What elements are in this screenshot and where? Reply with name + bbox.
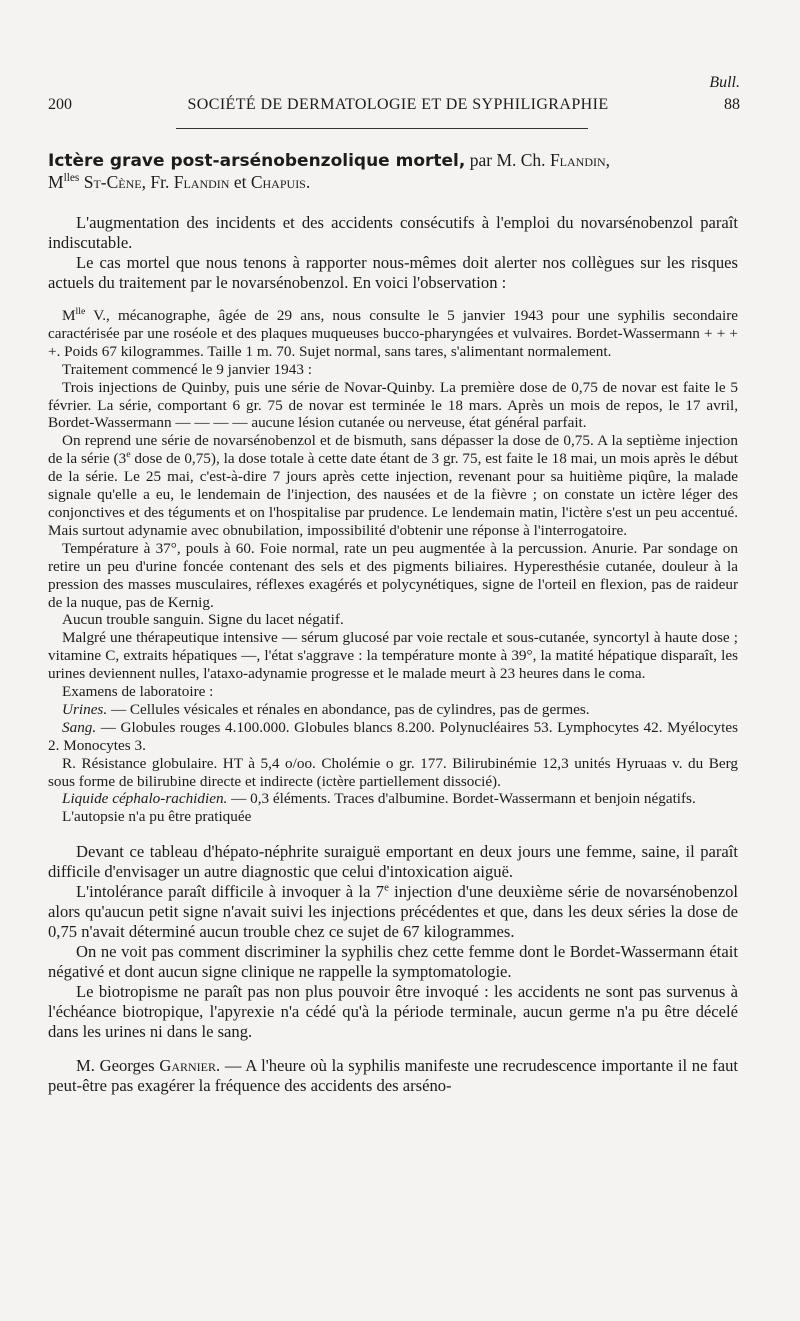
autopsy-note: L'autopsie n'a pu être pratiquée	[62, 808, 252, 826]
byline-et: et	[233, 172, 247, 192]
running-title: SOCIÉTÉ DE DERMATOLOGIE ET DE SYPHILIGRAPHIE	[187, 96, 609, 113]
lab-resistance: R. Résistance globulaire. HT à 5,4 o/oo. Cholémie o gr. 177. Bilirubinémie 12,3 unités Hyruaas v. du Berg sous forme de bilirubine directe et indirecte (ictère partiellement dissocié).	[48, 754, 738, 790]
observation-paragraph: $M^{lle}$ V., mécanographe, âgée de 29 ans, nous consulte le 5 janvier 1943 pour une syphilis secondaire caractérisée par une roséole et des plaques muqueuses bucco-pharyngées et vulvaires. Bordet-Wassermann + + + +. Poids 67 kilogrammes. Taille 1 m. 70. Sujet normal, sans tares, s'alimentant normalement.	[48, 305, 738, 360]
intro-paragraph: L'augmentation des incidents et des accidents consécutifs à l'emploi du novarsénobenzol paraît indiscutable.	[48, 213, 738, 252]
observation-paragraph: Traitement commencé le 9 janvier 1943 :	[62, 360, 312, 378]
discussion-paragraph: Devant ce tableau d'hépato-néphrite suraiguë emportant en deux jours une femme, saine, il paraît difficile d'envisager un autre diagnostic que celui d'intoxication aiguë.	[48, 842, 738, 882]
author-chapuis: Chapuis.	[250, 172, 311, 192]
article-title-block	[48, 150, 738, 193]
observation-paragraph: On reprend une série de novarsénobenzol et de bismuth, sans dépasser la dose de 0,75. A la septième injection de la série (3e dose de 0,75), la dose totale à cette date étant de 3 gr. 75, est faite le 18 mai, un mois après le début de la série. Le 25 mai, c'est-à-dire 7 jours après cette injection, revenant pour sa huitième piqûre, la malade signale qu'elle a eu, le lendemain de l'injection, des nausées et de la fièvre ; on constate un ictère léger des conjonctives et des téguments et on l'hospitalise par prudence. Le lendemain matin, l'ictère s'est un peu accentué. Mais surtout adynamie avec obnubilation, impossibilité d'obtenir une réponse à l'interrogatoire.	[48, 432, 738, 539]
intro-paragraph: Le cas mortel que nous tenons à rapporter nous-mêmes doit alerter nos collègues sur les risques actuels du traitement par le novarsénobenzol. En voici l'observation :	[48, 253, 738, 292]
byline-prefix: par M. Ch.	[469, 150, 546, 170]
discussion-paragraph: On ne voit pas comment discriminer la syphilis chez cette femme dont le Bordet-Wassermann était négativé et dont aucun signe clinique ne rappelle la symptomatologie.	[48, 942, 738, 982]
garnier-name: Garnier.	[159, 1056, 221, 1076]
lab-urines: Urines. — Cellules vésicales et rénales en abondance, pas de cylindres, pas de germes.	[62, 700, 590, 718]
observation-paragraph: Examens de laboratoire :	[62, 683, 214, 701]
observation-paragraph: Malgré une thérapeutique intensive — sérum glucosé par voie rectale et sous-cutanée, syncortyl à haute dose ; vitamine C, extraits hépatiques —, l'état s'aggrave : la température monte à 39°, la matité hépatique disparaît, les urines deviennent nulles, l'ataxo-adynamie progresse et le malade meurt à 23 heures dans le coma.	[48, 629, 738, 683]
running-header	[48, 96, 740, 114]
observation-paragraph: Trois injections de Quinby, puis une série de Novar-Quinby. La première dose de 0,75 de novar est faite le 5 février. La série, comportant 6 gr. 75 de novar est terminée le 18 mars. Après un mois de repos, le 17 avril, Bordet-Wassermann — — — — aucune lésion cutanée ou nerveuse, état général parfait.	[48, 378, 738, 432]
author-flandin-ch: Flandin,	[549, 150, 611, 170]
lab-csf: Liquide céphalo-rachidien. — 0,3 éléments. Traces d'albumine. Bordet-Wassermann et benjoin négatifs.	[62, 790, 696, 808]
garnier-text: — A l'heure où la syphilis manifeste une recrudescence importante il ne faut peut-être pas exagérer la fréquence des accidents des arséno-	[48, 1056, 738, 1096]
article-title: Ictère grave post-arsénobenzolique mortel,	[48, 151, 466, 171]
miles-sup: lles	[63, 172, 80, 185]
introduction	[48, 213, 738, 293]
garnier-comment	[48, 1056, 738, 1096]
header-rule	[176, 128, 588, 129]
author-flandin-fr: Flandin	[173, 172, 230, 192]
observation	[48, 307, 738, 826]
discussion-paragraph: Le biotropisme ne paraît pas non plus pouvoir être invoqué : les accidents ne sont pas survenus à l'échéance biotropique, l'apyrexie n'a cédé qu'à la période terminale, aucun germe n'a pu être décelé dans les urines ni dans le sang.	[48, 982, 738, 1042]
article	[48, 150, 738, 1096]
garnier-lead: M. Georges	[76, 1056, 155, 1076]
byline-sep: , Fr.	[141, 172, 170, 192]
issue-number: 88	[724, 96, 740, 113]
miles-abbrev: M	[48, 172, 64, 192]
lab-blood: Sang. — Globules rouges 4.100.000. Globules blancs 8.200. Polynucléaires 53. Lymphocytes 42. Myélocytes 2. Monocytes 3.	[48, 718, 738, 754]
observation-paragraph: Aucun trouble sanguin. Signe du lacet négatif.	[62, 611, 344, 629]
bulletin-note: Bull.	[709, 74, 740, 91]
page-number: 200	[48, 96, 72, 113]
author-st-cene: St-Cène	[83, 172, 142, 192]
discussion	[48, 842, 738, 1042]
observation-paragraph: Température à 37°, pouls à 60. Foie normal, rate un peu augmentée à la percussion. Anurie. Par sondage on retire un peu d'urine foncée contenant des sels et des pigments biliaires. Hyperesthésie cutanée, douleur à la pression des masses musculaires, réflexes exagérés et polycynétiques, signe de l'orteil en flexion, pas de raideur de la nuque, pas de Kernig.	[48, 539, 738, 611]
discussion-paragraph: L'intolérance paraît difficile à invoquer à la 7e injection d'une deuxième série de novarsénobenzol alors qu'aucun petit signe n'avait suivi les injections précédentes et que, dans les deux séries la dose de 0,75 n'avait déterminé aucun trouble chez ce sujet de 67 kilogrammes.	[48, 881, 738, 942]
